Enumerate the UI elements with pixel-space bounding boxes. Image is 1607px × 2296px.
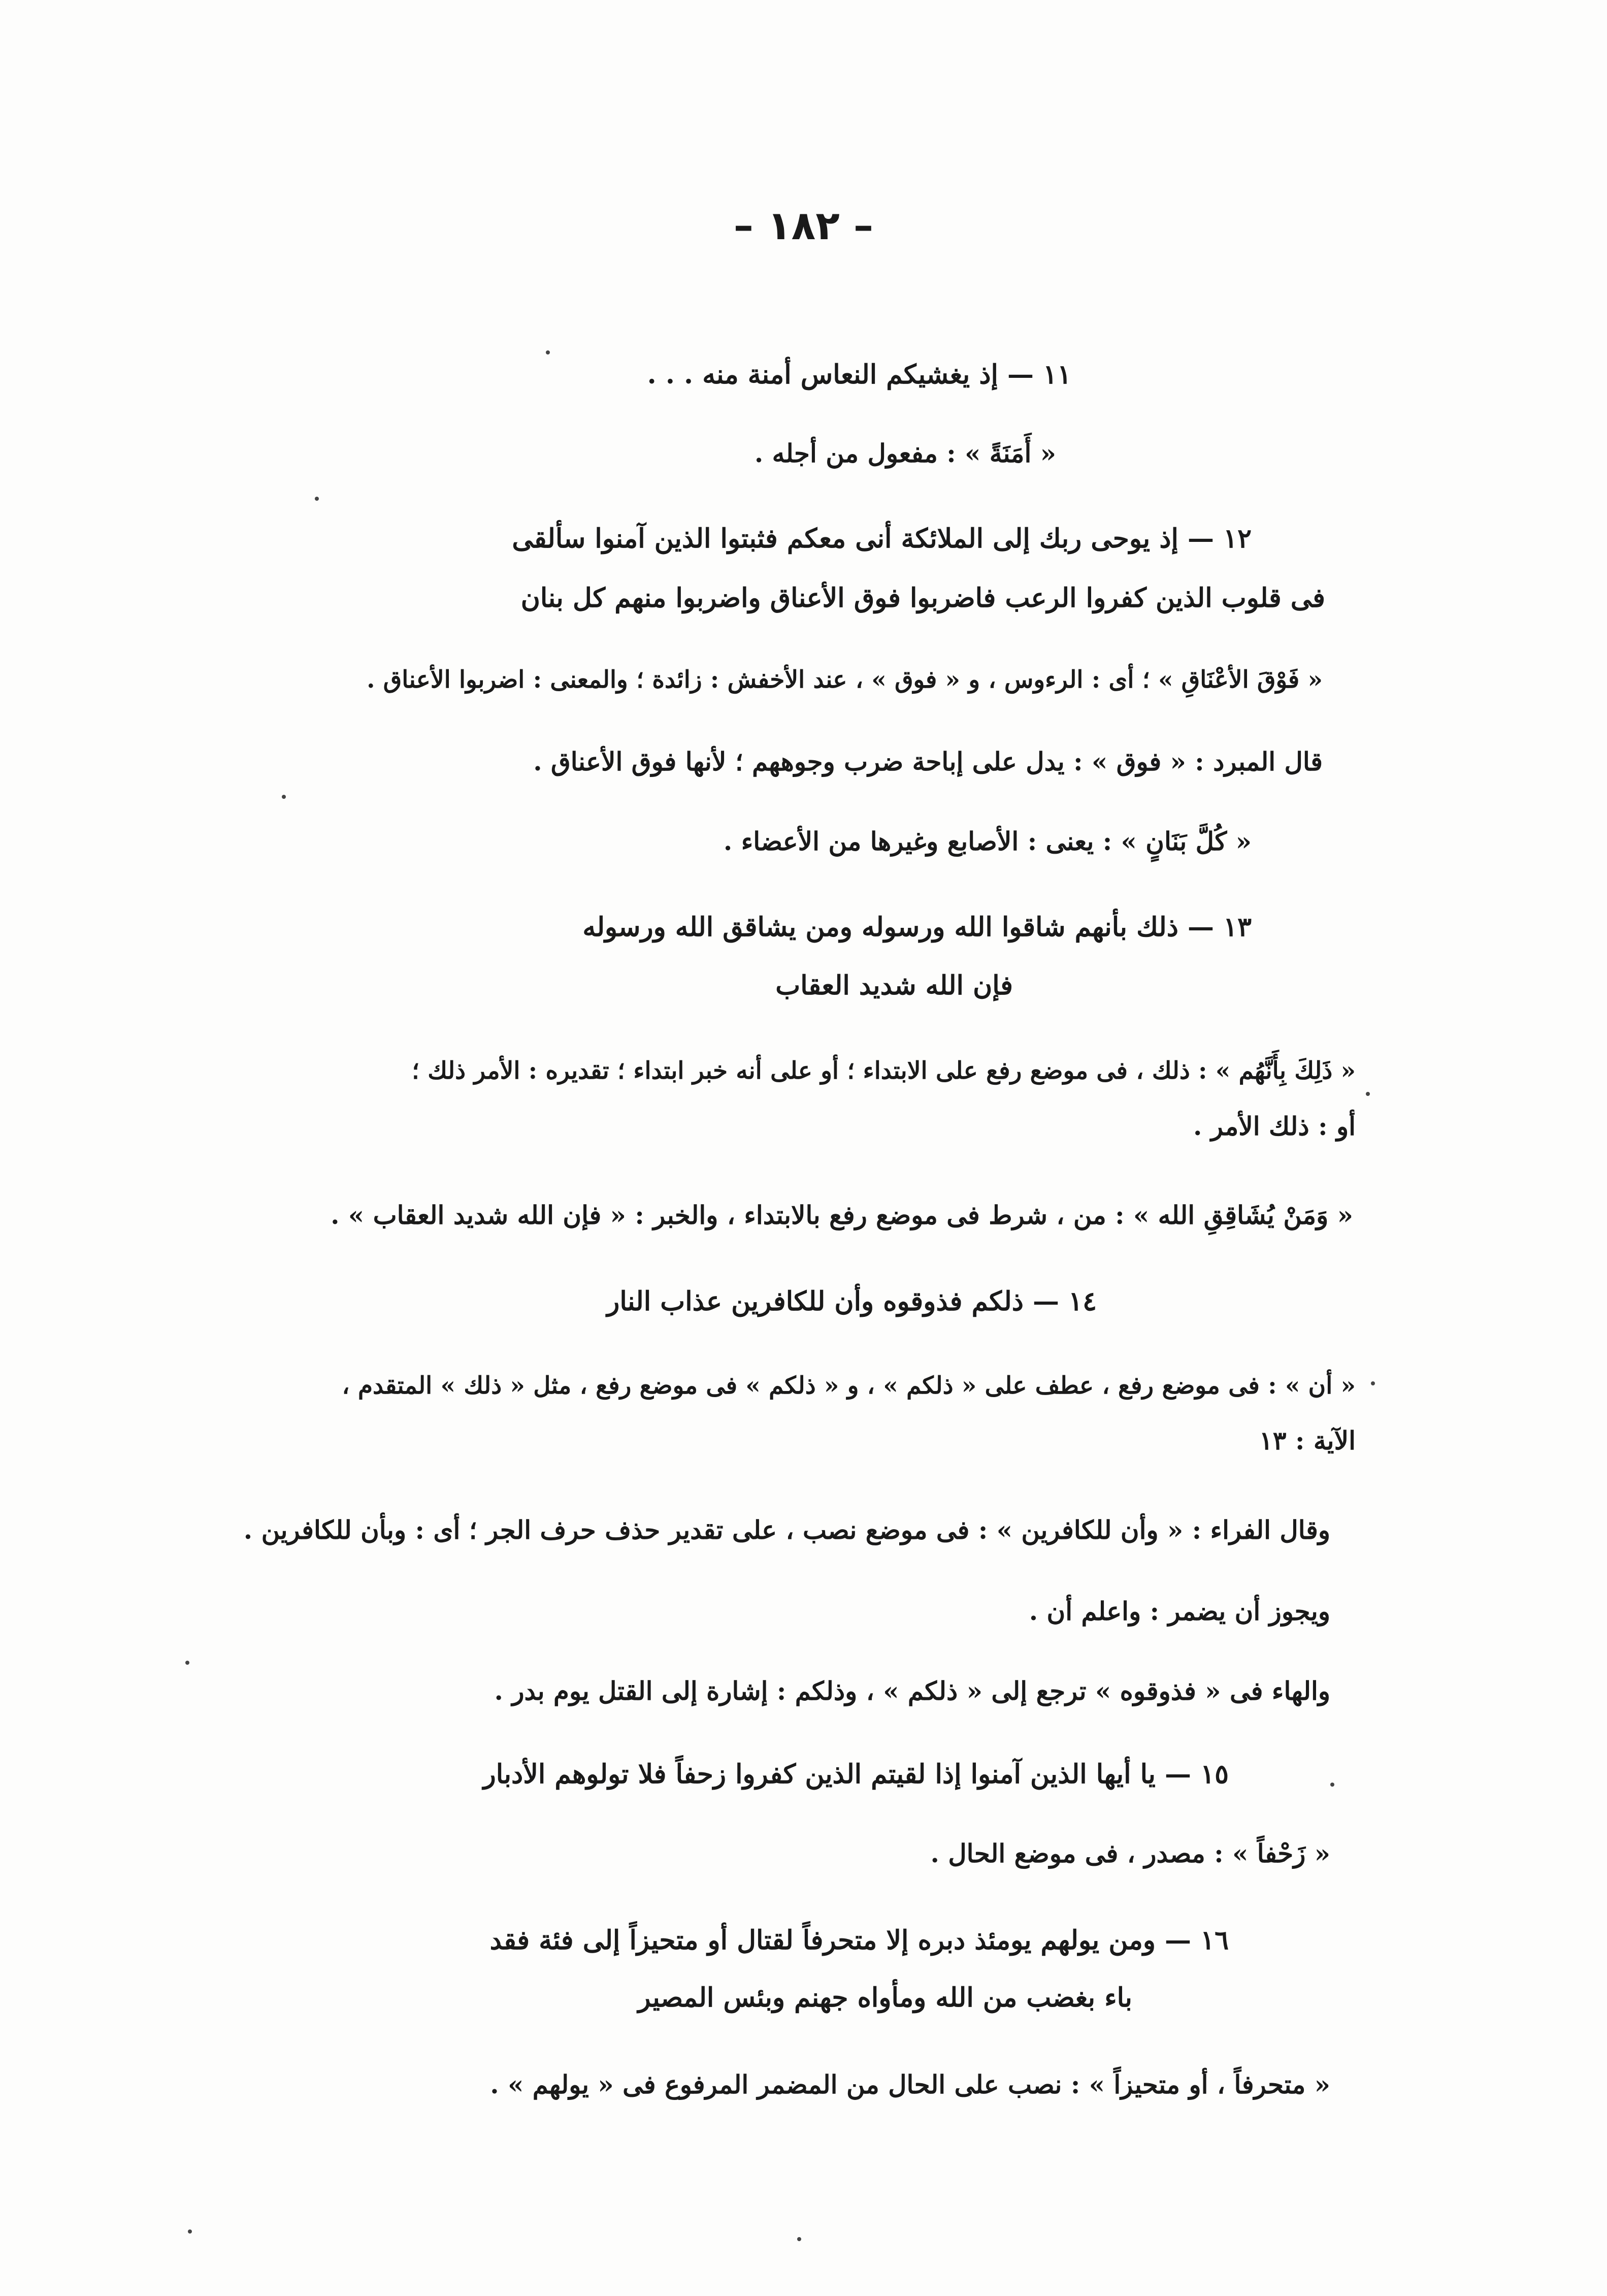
scan-speck (1366, 1092, 1370, 1096)
verse-16-line-2: باء بغضب من الله ومأواه جهنم وبئس المصير (638, 1982, 1132, 2013)
commentary-13-wa-man-yushaqiq: « وَمَنْ يُشَاقِقِ الله » : من ، شرط فى موضع رفع بالابتداء ، والخبر : « فإن الله شديد العقاب » . (331, 1200, 1353, 1230)
commentary-12-kulla-banan: « كُلَّ بَنَانٍ » : يعنى : الأصابع وغيرها من الأعضاء . (723, 826, 1252, 856)
scan-speck (1371, 1381, 1375, 1385)
scan-speck (546, 350, 550, 354)
scan-speck (1330, 1783, 1334, 1787)
scan-speck (282, 795, 286, 799)
scan-speck (797, 2237, 801, 2241)
commentary-11-amanatan: « أَمَنَةً » : مفعول من أجله . (754, 438, 1056, 468)
commentary-15-zahfan: « زَحْفاً » : مصدر ، فى موضع الحال . (930, 1838, 1330, 1868)
commentary-12-mubarrad: قال المبرد : « فوق » : يدل على إباحة ضرب وجوههم ؛ لأنها فوق الأعناق . (533, 747, 1323, 777)
verse-13-line-1: ١٣ — ذلك بأنهم شاقوا الله ورسوله ومن يشاقق الله ورسوله (582, 912, 1252, 943)
commentary-13-dhalika: « ذَلِكَ بِأَنَّهُم » : ذلك ، فى موضع رفع على الابتداء ؛ أو على أنه خبر ابتداء ؛ تقديره : الأمر ذلك ؛ (411, 1057, 1356, 1085)
verse-13-line-2: فإن الله شديد العقاب (775, 970, 1013, 1001)
scan-speck (315, 497, 319, 501)
commentary-13-dhalika-continued: أو : ذلك الأمر . (1193, 1111, 1356, 1141)
commentary-14-al-ha: والهاء فى « فذوقوه » ترجع إلى « ذلكم » ، وذلكم : إشارة إلى القتل يوم بدر . (494, 1676, 1330, 1706)
commentary-16-mutaharrifan: « متحرفاً ، أو متحيزاً » : نصب على الحال من المضمر المرفوع فى « يولهم » . (490, 2069, 1330, 2099)
scan-speck (188, 2229, 192, 2234)
commentary-12-fawq-al-anaq: « فَوْقَ الأعْنَاقِ » ؛ أى : الرءوس ، و « فوق » ، عند الأخفش : زائدة ؛ والمعنى : اضربوا الأعناق . (367, 666, 1323, 694)
scan-speck (185, 1661, 189, 1665)
commentary-14-ayah-ref: الآية : ١٣ (1259, 1426, 1356, 1456)
commentary-14-anna: « أن » : فى موضع رفع ، عطف على « ذلكم » ، و « ذلكم » فى موضع رفع ، مثل « ذلك » المتقدم ، (342, 1372, 1356, 1400)
verse-11-line: ١١ — إذ يغشيكم النعاس أمنة منه . . . (647, 359, 1071, 390)
verse-16-line-1: ١٦ — ومن يولهم يومئذ دبره إلا متحرفاً لقتال أو متحيزاً إلى فئة فقد (489, 1925, 1229, 1956)
commentary-14-farra: وقال الفراء : « وأن للكافرين » : فى موضع نصب ، على تقدير حذف حرف الجر ؛ أى : وبأن للكافرين . (243, 1515, 1330, 1545)
commentary-14-yajuz: ويجوز أن يضمر : واعلم أن . (1029, 1596, 1330, 1626)
verse-15-line: ١٥ — يا أيها الذين آمنوا إذا لقيتم الذين كفروا زحفاً فلا تولوهم الأدبار (483, 1759, 1229, 1790)
verse-14-line: ١٤ — ذلكم فذوقوه وأن للكافرين عذاب النار (607, 1286, 1097, 1317)
verse-12-line-1: ١٢ — إذ يوحى ربك إلى الملائكة أنى معكم فثبتوا الذين آمنوا سألقى (512, 523, 1252, 554)
page-number: – ١٨٢ – (733, 203, 874, 249)
verse-12-line-2: فى قلوب الذين كفروا الرعب فاضربوا فوق الأعناق واضربوا منهم كل بنان (520, 583, 1325, 613)
